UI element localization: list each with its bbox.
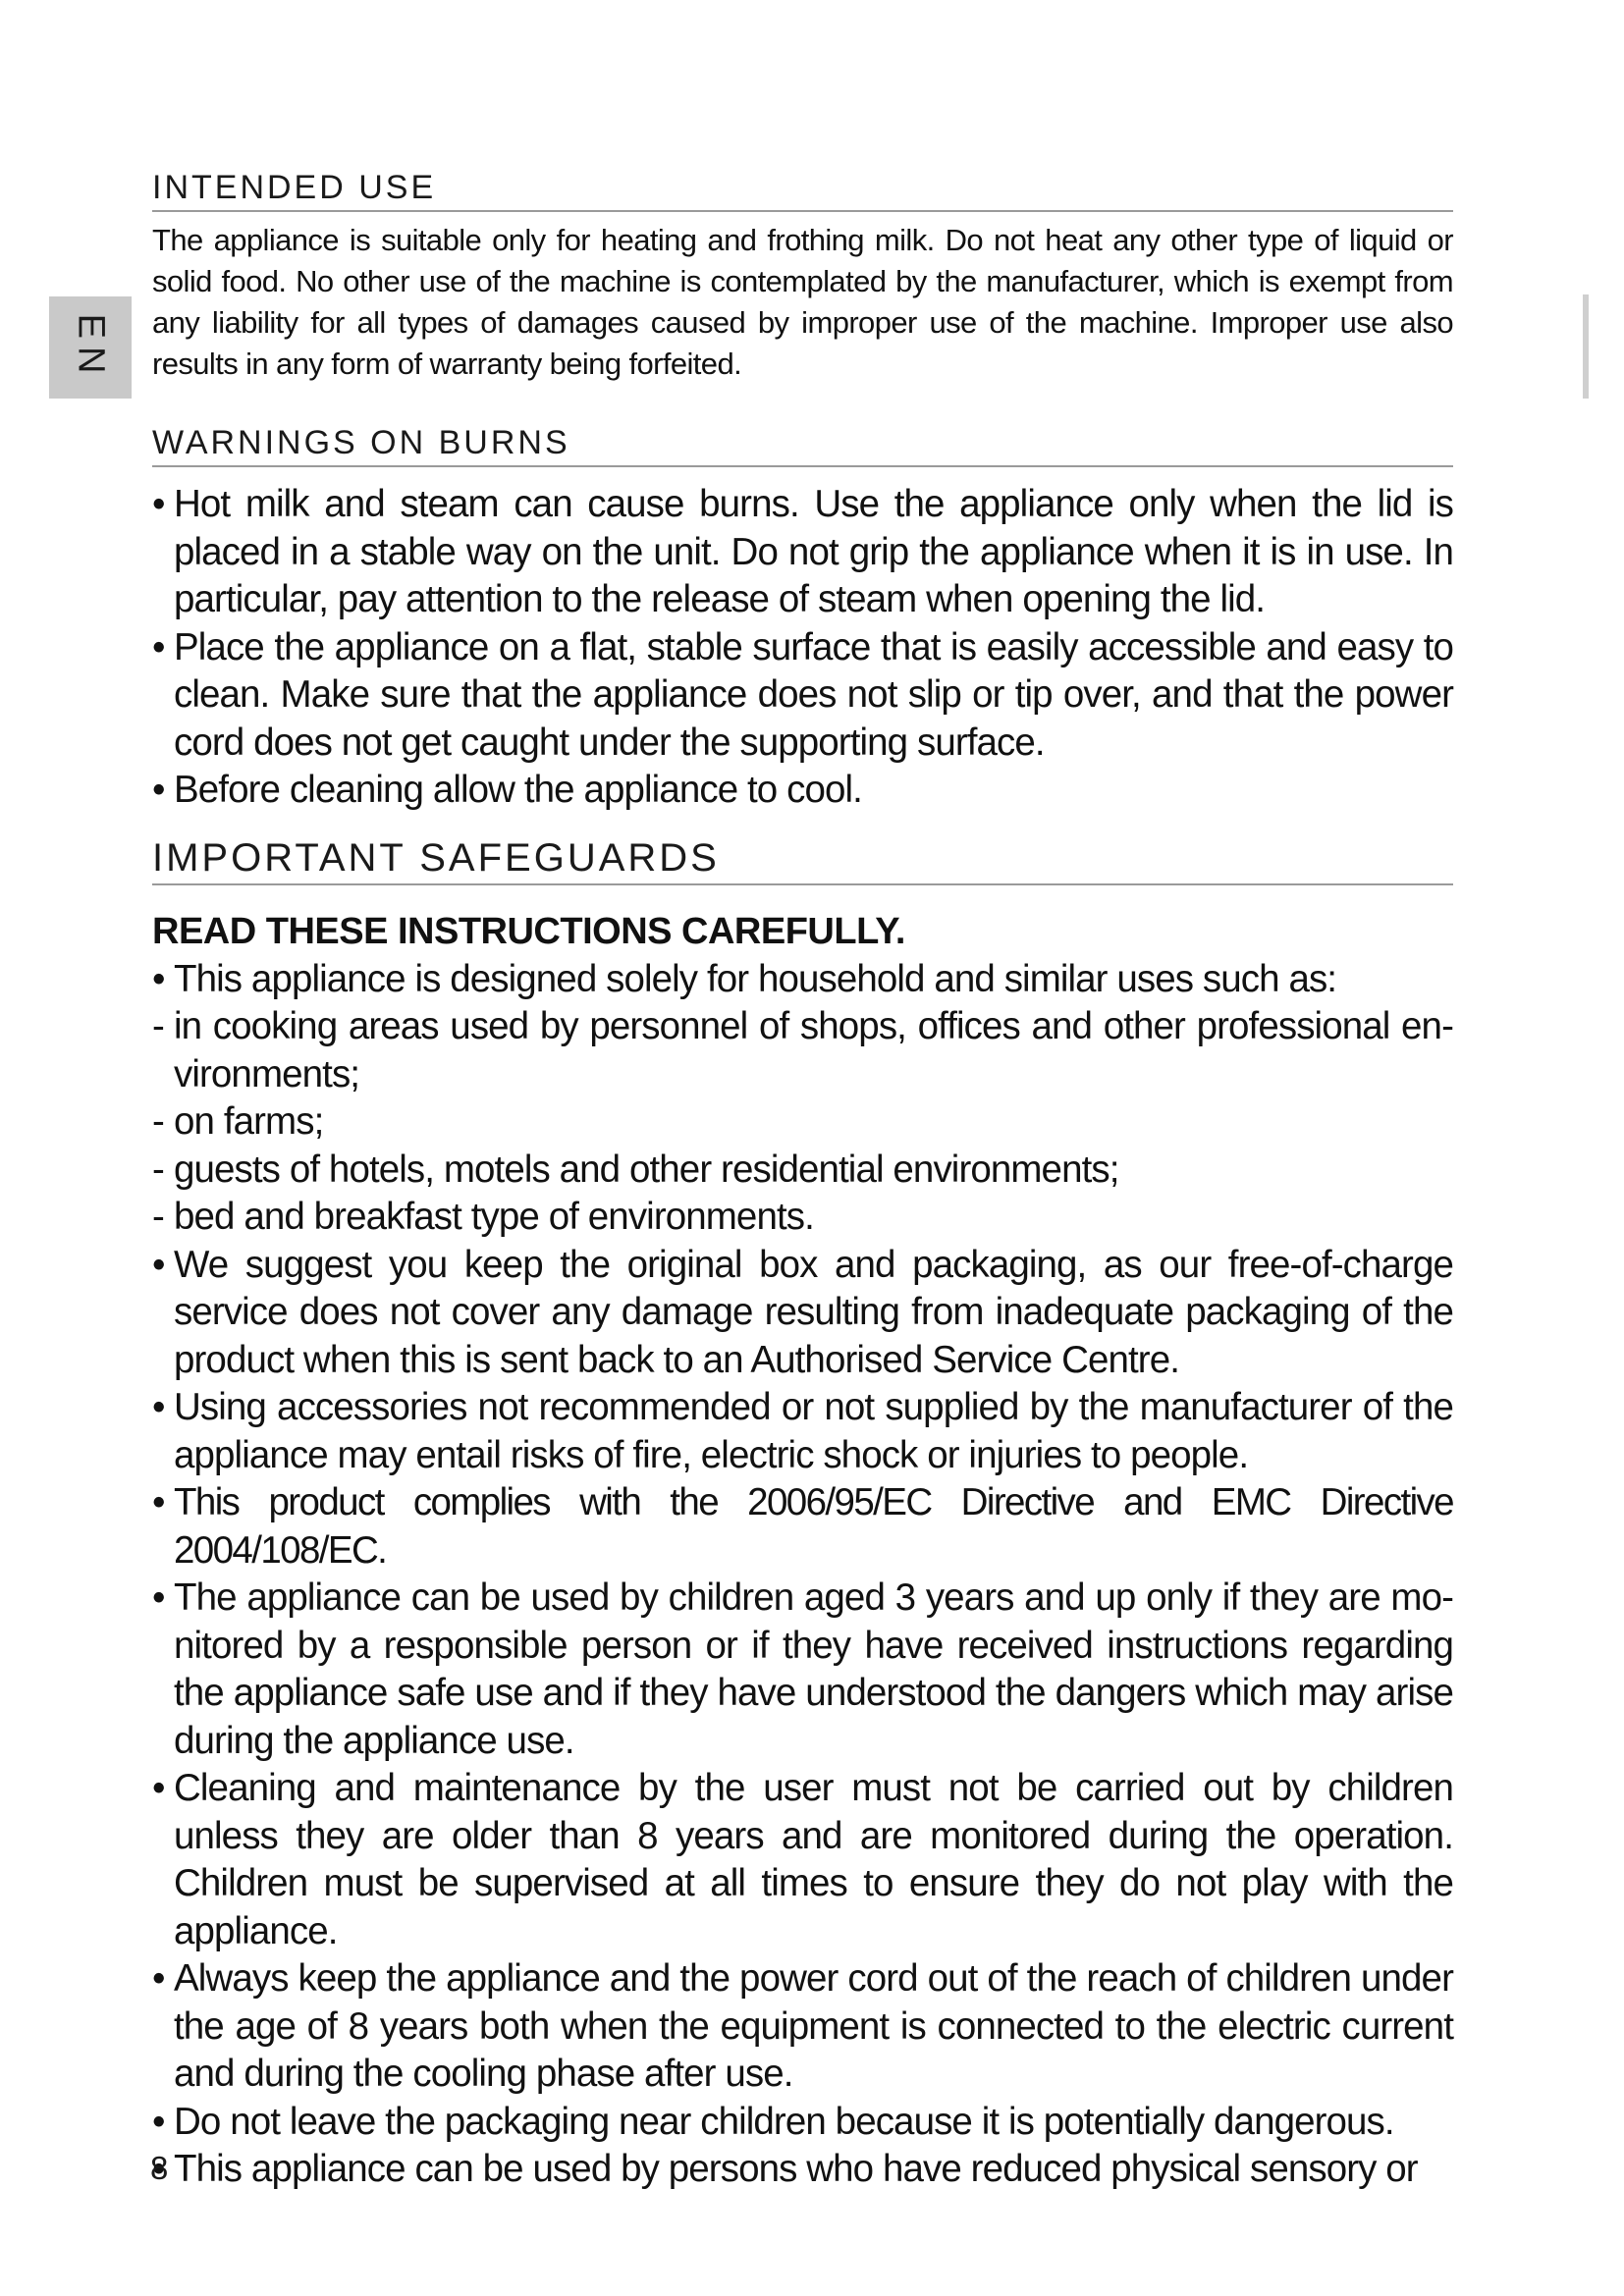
list-item: • Place the appliance on a flat, stable surface that is easily accessible and easy to clean. Make sure that the appliance does not slip or tip over, and that the power cord does not get caught under the supporting surface. (152, 624, 1453, 768)
list-item: • This product complies with the 2006/95/EC Directive and EMC Directive 2004/108/EC. (152, 1479, 1453, 1575)
warnings-on-burns-section (152, 422, 1453, 815)
list-item: • We suggest you keep the original box and packaging, as our free-of-charge service does not cover any damage resulting from inadequate packaging of the product when this is sent back to an Authorised Service Centre. (152, 1242, 1453, 1385)
page-content (152, 167, 1453, 2194)
list-item: • Hot milk and steam can cause burns. Use the appliance only when the lid is placed in a stable way on the unit. Do not grip the appliance when it is in use. In particular, pay attention to the release of steam when opening the lid. (152, 481, 1453, 624)
list-item: - bed and breakfast type of environments. (152, 1194, 1453, 1242)
important-safeguards-section (152, 834, 1453, 2194)
language-tab (49, 296, 132, 399)
list-item: • Using accessories not recommended or not supplied by the manufacturer of the appliance may entail risks of fire, electric shock or injuries to people. (152, 1384, 1453, 1479)
list-item: • The appliance can be used by children aged 3 years and up only if they are mo-nitored by a responsible person or if they have received instructions regarding the appliance safe use and if they have understood the dangers which may arise during the appliance use. (152, 1575, 1453, 1765)
list-item: • This appliance is designed solely for household and similar uses such as: (152, 956, 1453, 1004)
important-safeguards-heading: IMPORTANT SAFEGUARDS (152, 834, 1453, 885)
page-number: 8 (150, 2150, 169, 2186)
list-item: • This appliance can be used by persons who have reduced physical sensory or (152, 2146, 1453, 2194)
list-item: - on farms; (152, 1098, 1453, 1147)
list-item: • Cleaning and maintenance by the user must not be carried out by children unless they are older than 8 years and are monitored during the operation. Children must be supervised at all times to ensure they do not play with the appliance. (152, 1765, 1453, 1955)
warnings-list (152, 481, 1453, 815)
safeguards-list (152, 956, 1453, 2194)
list-item: • Before cleaning allow the appliance to cool. (152, 767, 1453, 815)
margin-marker (1583, 294, 1589, 399)
intended-use-section (152, 167, 1453, 385)
intended-use-heading: INTENDED USE (152, 167, 1453, 212)
read-instructions-title: READ THESE INSTRUCTIONS CAREFULLY. (152, 910, 905, 952)
warnings-on-burns-heading: WARNINGS ON BURNS (152, 422, 1453, 467)
list-item: - in cooking areas used by personnel of shops, offices and other professional en-vironments; (152, 1003, 1453, 1098)
list-item: - guests of hotels, motels and other residential environments; (152, 1147, 1453, 1195)
list-item: • Do not leave the packaging near children because it is potentially dangerous. (152, 2099, 1453, 2147)
intended-use-text: The appliance is suitable only for heating and frothing milk. Do not heat any other type of liquid or solid food. No other use of the machine is contemplated by the manufacturer, which is exempt from any liability for all types of damages caused by improper use of the machine. Improper use also results in any form of warranty being forfeited. (152, 223, 1453, 381)
language-tab-label: EN (70, 313, 112, 382)
list-item: • Always keep the appliance and the power cord out of the reach of children under the age of 8 years both when the equipment is connected to the electric current and during the cooling phase after use. (152, 1955, 1453, 2099)
